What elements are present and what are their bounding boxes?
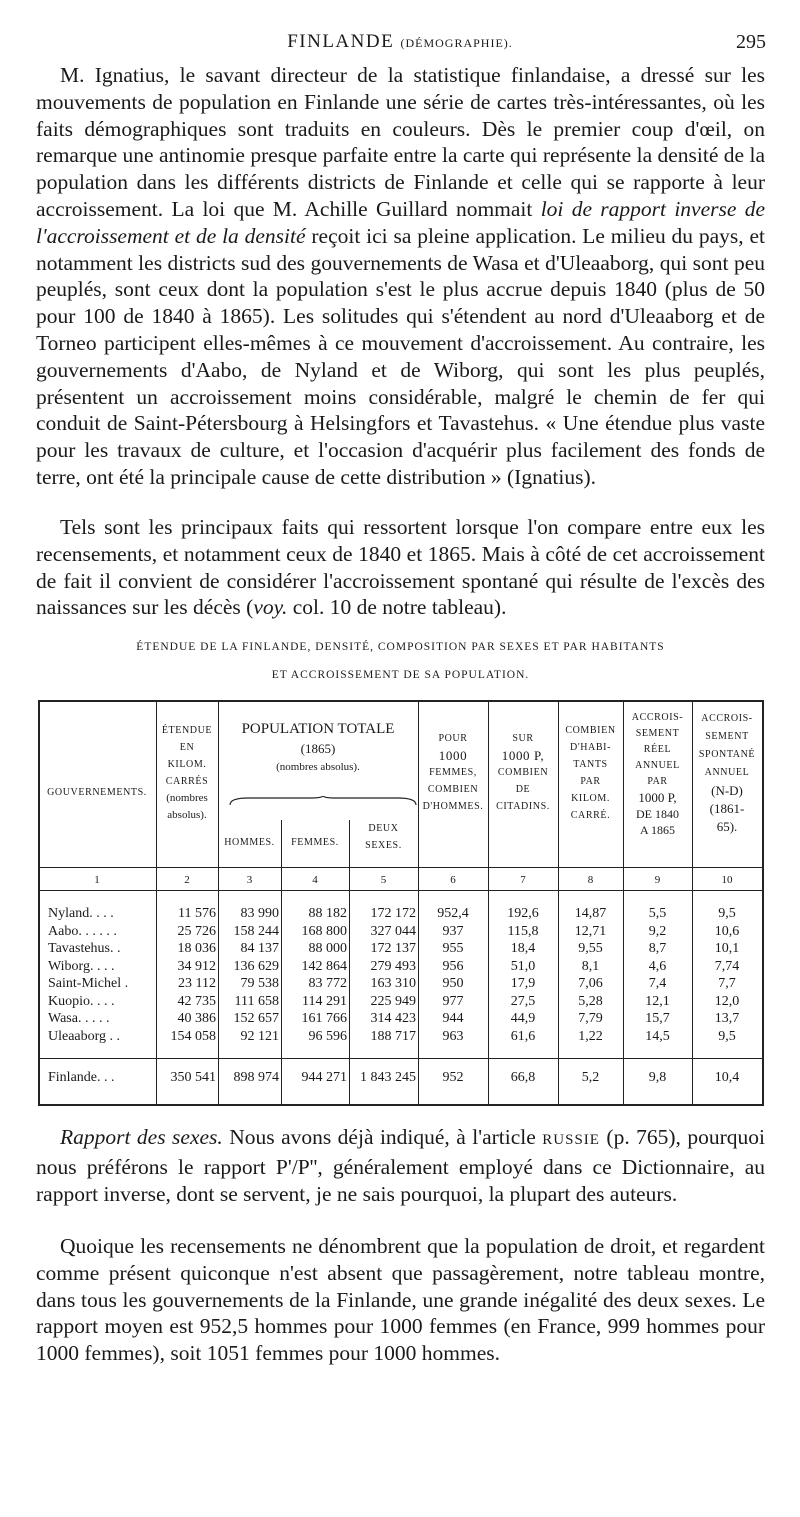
header-reel-l4: ANNUEL [635, 760, 680, 771]
row-spont: 9,5 [718, 1028, 736, 1044]
row-name: Wasa. . . . . [48, 1011, 110, 1026]
header-spont-l6: (1861- [709, 801, 745, 816]
population-table [38, 700, 764, 1106]
p2-italic: voy. [253, 595, 288, 620]
table-row [38, 976, 764, 992]
row-men: 898 974 [233, 1070, 279, 1085]
row-real: 5,5 [648, 906, 667, 921]
row-area: 40 386 [177, 1011, 216, 1026]
header-densite [558, 722, 623, 824]
header-reel-l8: A 1865 [639, 823, 675, 837]
row-density: 7,79 [578, 1011, 603, 1026]
row-women: 168 800 [301, 923, 347, 939]
header-hommes: HOMMES. [224, 837, 275, 848]
table-row [38, 1029, 764, 1045]
row-spont: 10,6 [714, 923, 740, 939]
row-area: 154 058 [170, 1028, 216, 1044]
row-men: 79 538 [240, 976, 279, 991]
row-ratio: 950 [442, 976, 464, 991]
paragraph-ignatius [36, 62, 765, 491]
table-caption-line1: ÉTENDUE DE LA FINLANDE, DENSITÉ, COMPOSITION PAR SEXES ET PAR HABITANTS [136, 641, 665, 653]
row-name: Kuopio. . . . [48, 993, 115, 1009]
header-densite-l1: COMBIEN [565, 725, 616, 736]
table-rule [38, 867, 764, 868]
running-title-main: FINLANDE [287, 31, 395, 52]
row-both: 314 423 [370, 1011, 416, 1026]
row-name: Saint-Michel . [48, 976, 129, 991]
row-women: 83 772 [308, 976, 347, 991]
header-reel-l6: 1000 P, [638, 790, 677, 805]
row-both: 172 172 [370, 906, 416, 921]
header-spont-l4: ANNUEL [704, 767, 750, 778]
row-spont: 13,7 [714, 1011, 740, 1026]
table-row [38, 1011, 764, 1027]
table-row [38, 959, 764, 975]
row-spont: 7,74 [714, 958, 740, 974]
row-real: 12,1 [645, 993, 670, 1009]
column-numbers-row [38, 872, 764, 888]
header-accroissement-reel [623, 710, 692, 838]
header-densite-l3: TANTS [573, 759, 608, 770]
row-spont: 9,5 [718, 906, 736, 921]
row-area: 25 726 [177, 923, 216, 939]
header-pour-1000-l1: POUR [438, 733, 468, 744]
row-spont: 10,1 [714, 941, 740, 956]
row-citadins: 115,8 [507, 923, 539, 939]
header-etendue-l3: KILOM. [167, 759, 207, 770]
header-deux-sexes-l2: SEXES. [365, 840, 402, 851]
row-spont: 7,7 [718, 976, 736, 991]
row-spont: 12,0 [714, 993, 740, 1009]
table-rule [38, 1058, 764, 1059]
row-citadins: 51,0 [510, 958, 536, 974]
table-row-total [38, 1070, 764, 1086]
table-caption-line2: ET ACCROISSEMENT DE SA POPULATION. [271, 669, 530, 681]
row-citadins: 44,9 [510, 1011, 536, 1026]
table-row [38, 941, 764, 957]
header-reel-l3: RÉEL [643, 744, 672, 755]
row-both: 172 137 [370, 941, 416, 956]
row-name: Aabo. . . . . . [48, 923, 117, 939]
p1-text-a: M. Ignatius, le savant directeur de la statistique finlandaise, a dressé sur les mouvements de population en Finlande une série de cartes très-intéressantes, où les faits démographiques sont traduits en couleurs. Dès le premier coup d'œil, on remarque une antinomie presque parfaite entre la carte qui représente la densité de la population dans les différents districts de Finlande et celle qui se rapporte à leur accroissement. La loi que M. Achille Guillard nommait [36, 63, 765, 221]
header-reel-l2: SEMENT [635, 728, 680, 739]
header-citadins-l5: CITADINS. [496, 801, 550, 812]
header-spont-l3: SPONTANÉ [698, 749, 756, 760]
row-name: Wiborg. . . . [48, 958, 115, 974]
row-both: 279 493 [370, 958, 416, 974]
header-citadins-l2: 1000 P, [501, 748, 545, 763]
row-name: Finlande. . . [48, 1070, 115, 1085]
row-real: 7,4 [648, 976, 667, 991]
row-density: 1,22 [578, 1028, 603, 1044]
row-ratio: 963 [442, 1028, 464, 1044]
paragraph-rapport-des-sexes [36, 1124, 765, 1207]
col-number: 5 [380, 874, 387, 886]
row-citadins: 192,6 [507, 906, 539, 921]
header-pour-1000-l3: FEMMES, [429, 767, 477, 778]
header-etendue-l4: CARRÉS [165, 776, 209, 787]
row-area: 42 735 [177, 993, 216, 1009]
row-density: 12,71 [574, 923, 607, 939]
header-deux-sexes [349, 820, 418, 854]
header-etendue-l1: ÉTENDUE [161, 725, 213, 736]
row-citadins: 66,8 [510, 1070, 536, 1085]
row-area: 350 541 [170, 1070, 216, 1085]
row-ratio: 952 [442, 1070, 464, 1085]
header-citadins [488, 730, 558, 815]
row-both: 225 949 [370, 993, 416, 1009]
p2-text-b: col. 10 de notre tableau). [287, 595, 507, 620]
row-women: 161 766 [301, 1011, 347, 1026]
header-densite-l2: D'HABI- [570, 742, 611, 753]
row-women: 88 000 [308, 941, 347, 956]
header-gouvernements: GOUVERNEMENTS. [47, 787, 147, 798]
row-real: 14,5 [645, 1028, 670, 1044]
row-area: 11 576 [178, 906, 216, 921]
header-citadins-l1: SUR [512, 733, 534, 744]
header-deux-sexes-l1: DEUX [368, 823, 399, 834]
header-citadins-l4: DE [515, 784, 531, 795]
row-spont: 10,4 [714, 1070, 740, 1085]
row-ratio: 977 [442, 993, 464, 1009]
col-number: 6 [450, 874, 456, 886]
header-etendue [156, 722, 218, 824]
row-density: 8,1 [581, 958, 600, 974]
row-both: 1 843 245 [360, 1070, 416, 1085]
col-number: 4 [312, 874, 318, 886]
brace-icon [228, 796, 418, 806]
row-area: 23 112 [178, 976, 216, 991]
header-pour-1000 [418, 730, 488, 815]
table-row [38, 924, 764, 940]
header-densite-l5: KILOM. [571, 793, 610, 804]
row-real: 9,2 [648, 923, 667, 939]
p3-text-b: (p. 765), pourquoi nous préférons le rapport P'/P'', généralement employé dans ce Dictionnaire, au rapport inverse, dont se servent, je ne sais pourquoi, la plupart des auteurs. [36, 1125, 766, 1206]
row-citadins: 27,5 [510, 993, 536, 1009]
paragraph-recensements [36, 514, 765, 621]
header-reel-l5: PAR [647, 776, 668, 787]
header-citadins-l3: COMBIEN [497, 767, 549, 778]
row-area: 34 912 [177, 958, 216, 974]
row-both: 188 717 [370, 1028, 416, 1044]
header-spont-l5: (N-D) [711, 783, 743, 798]
p3-smallcaps: RUSSIE [542, 1132, 600, 1148]
row-ratio: 944 [442, 1011, 464, 1026]
header-densite-l6: CARRÉ. [570, 810, 611, 821]
row-density: 5,2 [581, 1070, 600, 1085]
row-women: 88 182 [308, 906, 347, 921]
row-men: 152 657 [233, 1011, 279, 1026]
row-women: 114 291 [302, 993, 347, 1009]
row-real: 8,7 [648, 941, 667, 956]
header-spont-l7: 65). [716, 819, 738, 834]
table-row [38, 906, 764, 922]
row-women: 142 864 [301, 958, 347, 974]
header-pop-l3: (nombres absolus). [276, 761, 360, 773]
col-number: 9 [654, 874, 661, 886]
running-head [0, 31, 800, 57]
row-citadins: 18,4 [510, 941, 536, 956]
page-number: 295 [736, 31, 766, 53]
running-title-subtitle: (DÉMOGRAPHIE). [400, 36, 513, 50]
p2-text-a: Tels sont les principaux faits qui ressortent lorsque l'on compare entre eux les recensements, et notamment ceux de 1840 et 1865. Mais à côté de cet accroissement de fait il convient de considérer l'accroissement spontané qui résulte de l'excès des naissances sur les décès ( [36, 515, 765, 620]
header-etendue-l2: EN [179, 742, 195, 753]
header-reel-l1: ACCROIS- [631, 712, 684, 723]
header-population-totale [218, 720, 418, 777]
row-men: 136 629 [233, 958, 279, 974]
p1-text-b: reçoit ici sa pleine application. Le milieu du pays, et notamment les districts sud des gouvernements de Wasa et d'Uleaaborg, qui sont peu peuplés, sont ceux dont la population s'est le plus accrue depuis 1840 (plus de 50 pour 100 de 1840 à 1865). Les solitudes qui s'étendent au nord d'Uleaaborg et de Torneo participent elles-mêmes à ce mouvement d'accroissement. Au contraire, les gouvernements d'Aabo, de Nyland et de Wiborg, qui sont les plus peuplés, présentent un accroissement moins considérable, malgré le chemin de fer qui conduit de Saint-Pétersbourg à Helsingfors et Tavastehus. « Une étendue plus vaste pour les travaux de culture, et l'occasion d'acquérir plus facilement des fonds de terre, ont été la principale cause de cette distribution » (Ignatius). [36, 223, 766, 489]
header-reel-l7: DE 1840 [636, 807, 679, 821]
row-area: 18 036 [177, 941, 216, 956]
header-accroissement-spontane [692, 710, 762, 836]
col-number: 3 [246, 874, 253, 886]
col-number: 2 [184, 874, 190, 886]
row-density: 9,55 [578, 941, 603, 956]
row-real: 9,8 [648, 1070, 667, 1085]
row-women: 944 271 [301, 1070, 347, 1085]
table-rule [38, 890, 764, 891]
row-both: 327 044 [370, 923, 416, 939]
row-real: 4,6 [648, 958, 667, 974]
row-density: 5,28 [578, 993, 603, 1009]
header-etendue-l6: absolus). [167, 809, 207, 821]
running-title [0, 31, 800, 53]
row-men: 158 244 [233, 923, 279, 939]
header-femmes: FEMMES. [291, 837, 339, 848]
header-pour-1000-l5: D'HOMMES. [422, 801, 484, 812]
header-pour-1000-l4: COMBIEN [427, 784, 479, 795]
row-men: 92 121 [240, 1028, 279, 1044]
p3-text-a: Nous avons déjà indiqué, à l'article [222, 1125, 543, 1149]
header-densite-l4: PAR [580, 776, 601, 787]
row-ratio: 952,4 [437, 906, 469, 921]
header-pop-l1: POPULATION TOTALE [241, 721, 395, 737]
row-both: 163 310 [370, 976, 416, 991]
row-men: 83 990 [240, 906, 279, 921]
row-real: 15,7 [645, 1011, 670, 1026]
header-spont-l1: ACCROIS- [701, 713, 753, 724]
col-number: 1 [94, 874, 100, 886]
col-number: 10 [721, 874, 733, 886]
row-men: 84 137 [240, 941, 279, 956]
row-citadins: 17,9 [510, 976, 536, 991]
header-etendue-l5: (nombres [166, 792, 208, 804]
row-ratio: 937 [442, 923, 464, 939]
row-name: Tavastehus. . [48, 941, 121, 956]
row-name: Uleaaborg . . [48, 1028, 121, 1044]
row-name: Nyland. . . . [48, 906, 114, 921]
row-citadins: 61,6 [510, 1028, 536, 1044]
row-density: 7,06 [578, 976, 603, 991]
paragraph-inegalite-sexes: Quoique les recensements ne dénombrent que la population de droit, et regardent comme présent quiconque n'est absent que passagèrement, notre tableau montre, dans tous les gouvernements de la Finlande, une grande inégalité des deux sexes. Le rapport moyen est 952,5 hommes pour 1000 femmes (en France, 999 hommes pour 1000 femmes), soit 1051 femmes pour 1000 hommes. [36, 1234, 765, 1366]
row-density: 14,87 [574, 906, 607, 921]
table-row [38, 994, 764, 1010]
row-ratio: 956 [442, 958, 464, 974]
col-number: 7 [520, 874, 526, 886]
header-spont-l2: SEMENT [705, 731, 749, 742]
header-pour-1000-l2: 1000 [438, 748, 468, 763]
row-women: 96 596 [308, 1028, 347, 1044]
row-ratio: 955 [442, 941, 464, 956]
p1-italic: loi de rapport inverse de l'accroissement et de la densité [36, 196, 766, 248]
header-pop-l2: (1865) [300, 741, 336, 756]
col-number: 8 [587, 874, 594, 886]
row-men: 111 658 [234, 993, 279, 1009]
p3-italic: Rapport des sexes. [60, 1125, 223, 1149]
